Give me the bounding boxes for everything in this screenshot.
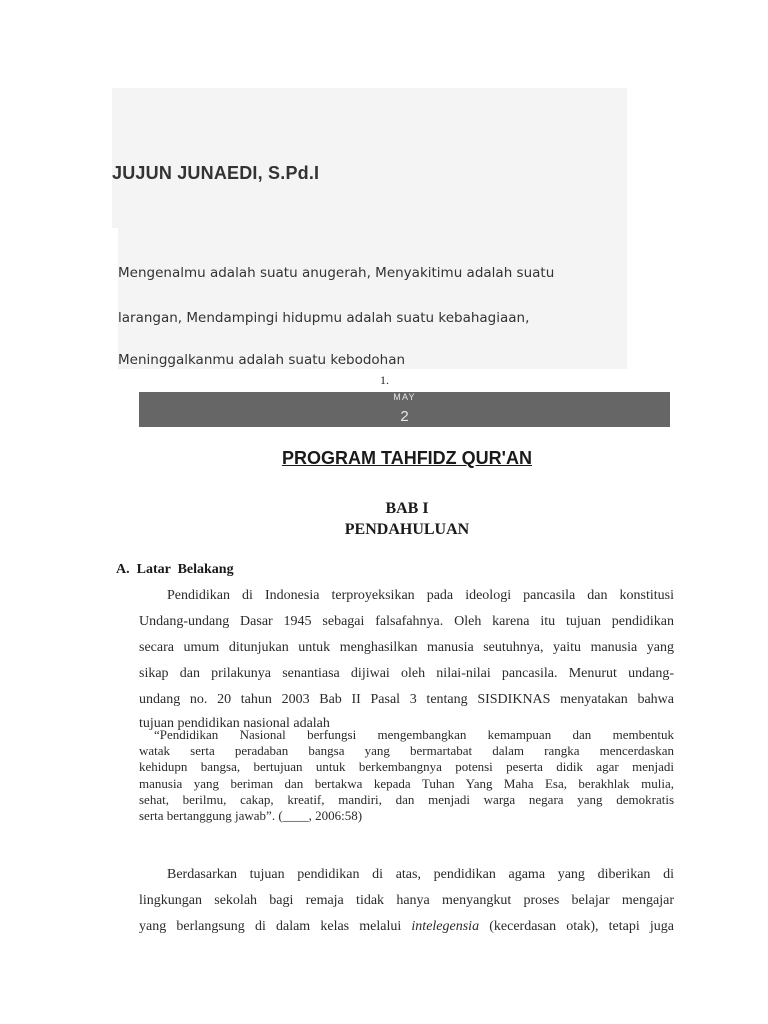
paragraph-text: (kecerdasan otak), tetapi juga (479, 919, 674, 934)
paragraph-line: Undang-undang Dasar 1945 sebagai falsafahnya. Oleh karena itu tujuan pendidikan (139, 614, 674, 629)
paragraph-line: undang no. 20 tahun 2003 Bab II Pasal 3 tentang SISDIKNAS menyatakan bahwa (139, 692, 674, 707)
post-date-bar (139, 392, 670, 427)
paragraph-line: Pendidikan di Indonesia terproyeksikan pada ideologi pancasila dan konstitusi (167, 588, 674, 603)
paragraph-line (139, 914, 674, 940)
paragraph-line: secara umum ditunjukan untuk menghasilkan manusia seutuhnya, yaitu manusia yang (139, 640, 674, 655)
quote-line: watak serta peradaban bangsa yang bermartabat dalam rangka mencerdaskan (139, 743, 674, 759)
post-index: 1. (380, 373, 389, 387)
quote-line: manusia yang beriman dan bertakwa kepada Tuhan Yang Maha Esa, berakhlak mulia, (139, 775, 674, 791)
post-date-day: 2 (400, 408, 409, 425)
header-notch (112, 228, 118, 369)
paragraph-1 (139, 583, 674, 731)
chapter-title: PENDAHULUAN (344, 521, 470, 538)
post-title[interactable]: PROGRAM TAHFIDZ QUR'AN (282, 448, 532, 468)
paragraph-line: tujuan pendidikan nasional adalah (139, 716, 330, 731)
quote-line: serta bertanggung jawab”. (____, 2006:58) (139, 808, 363, 824)
section-heading: A. Latar Belakang (116, 562, 234, 577)
quote-line: kehidupn bangsa, bertujuan untuk berkembangnya potensi peserta didik agar menjadi (139, 759, 674, 775)
paragraph-line: sikap dan prilakunya senantiasa dijiwai oleh nilai-nilai pancasila. Menurut undang- (139, 666, 674, 681)
chapter-number: BAB I (385, 500, 429, 517)
paragraph-2 (139, 862, 674, 940)
blog-tagline-line: larangan, Mendampingi hidupmu adalah suatu kebahagiaan, (118, 310, 530, 326)
blog-header (112, 88, 627, 369)
paragraph-text: yang berlangsung di dalam kelas melalui (139, 919, 412, 934)
blog-author-title[interactable]: JUJUN JUNAEDI, S.Pd.I (112, 163, 320, 183)
quote-line: “Pendidikan Nasional berfungsi mengembangkan kemampuan dan membentuk (154, 727, 674, 742)
legal-quote (139, 727, 674, 824)
quote-line: sehat, berilmu, cakap, kreatif, mandiri, dan menjadi warga negara yang demokratis (139, 791, 674, 807)
paragraph-line: lingkungan sekolah bagi remaja tidak hanya menyangkut proses belajar mengajar (139, 893, 674, 908)
blog-tagline-line: Meninggalkanmu adalah suatu kebodohan (118, 352, 406, 368)
blog-tagline-line: Mengenalmu adalah suatu anugerah, Menyakitimu adalah suatu (118, 265, 555, 281)
paragraph-line: Berdasarkan tujuan pendidikan di atas, pendidikan agama yang diberikan di (167, 867, 674, 882)
post-date-month: MAY (393, 392, 416, 402)
italic-term: intelegensia (411, 919, 480, 934)
